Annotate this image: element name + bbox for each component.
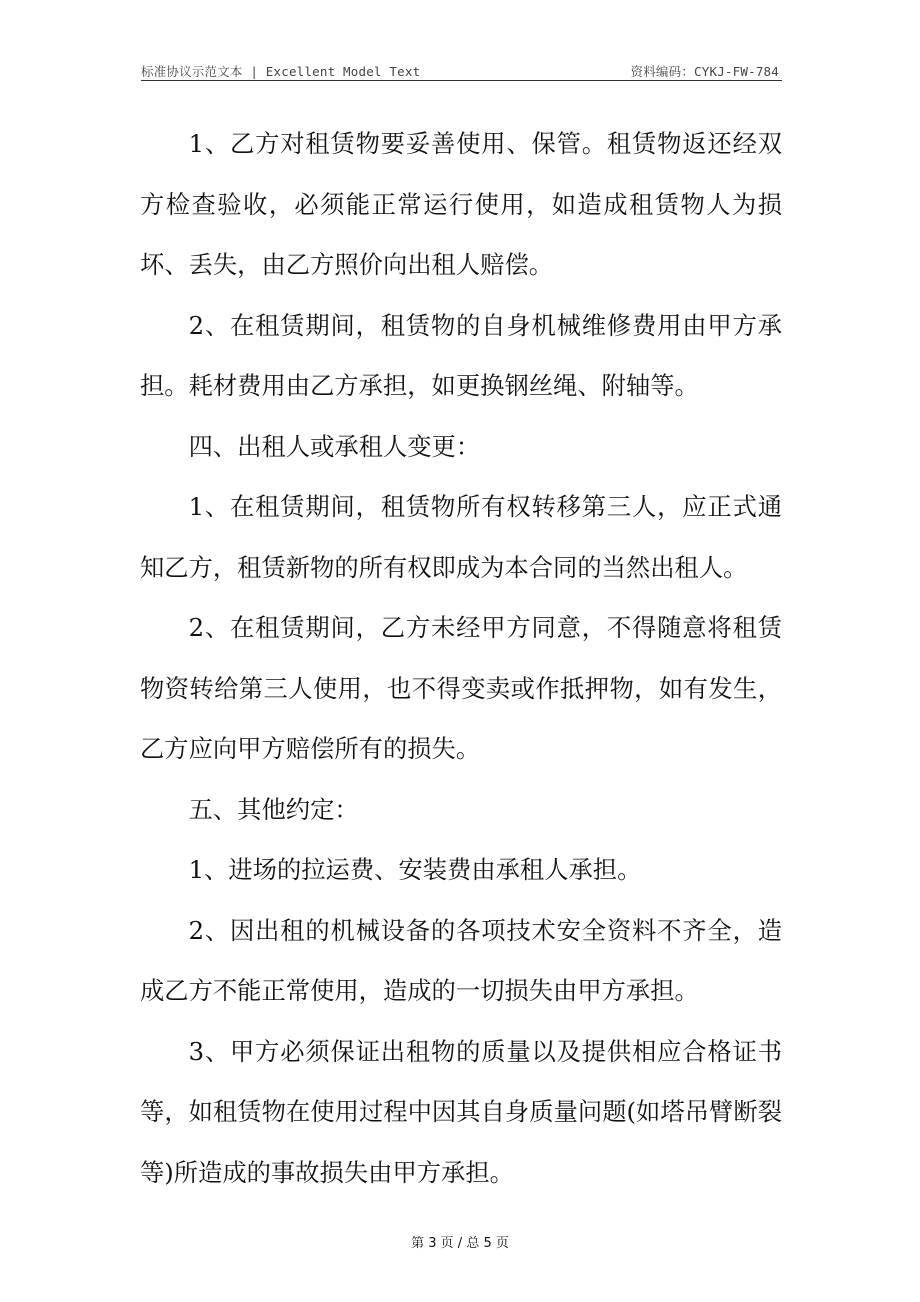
paragraph: 1、在租赁期间，租赁物所有权转移第三人，应正式通知乙方，租赁新物的所有权即成为本合同的当然出租人。 bbox=[140, 492, 782, 582]
page-number: 第 3 页 / 总 5 页 bbox=[411, 1236, 509, 1251]
paragraph: 2、在租赁期间，租赁物的自身机械维修费用由甲方承担。耗材费用由乙方承担，如更换钢丝绳、附轴等。 bbox=[140, 310, 782, 400]
paragraph: 3、甲方必须保证出租物的质量以及提供相应合格证书等，如租赁物在使用过程中因其自身质量问题(如塔吊臂断裂等)所造成的事故损失由甲方承担。 bbox=[140, 1036, 782, 1187]
paragraph: 1、进场的拉运费、安装费由承租人承担。 bbox=[188, 855, 642, 884]
header-divider bbox=[141, 80, 782, 81]
header-title: 标准协议示范文本 | Excellent Model Text bbox=[141, 64, 421, 79]
paragraph: 2、因出租的机械设备的各项技术安全资料不齐全，造成乙方不能正常使用，造成的一切损失由甲方承担。 bbox=[140, 915, 782, 1005]
paragraph: 1、乙方对租赁物要妥善使用、保管。租赁物返还经双方检查验收，必须能正常运行使用，如造成租赁物人为损坏、丢失，由乙方照价向出租人赔偿。 bbox=[140, 129, 782, 279]
document-code: 资料编码：CYKJ-FW-784 bbox=[630, 64, 779, 79]
section-heading: 四、出租人或承租人变更： bbox=[188, 431, 481, 461]
section-heading: 五、其他约定： bbox=[188, 794, 359, 824]
paragraph: 2、在租赁期间，乙方未经甲方同意，不得随意将租赁物资转给第三人使用，也不得变卖或作抵押物，如有发生，乙方应向甲方赔偿所有的损失。 bbox=[140, 613, 782, 763]
document-body bbox=[140, 114, 782, 1203]
